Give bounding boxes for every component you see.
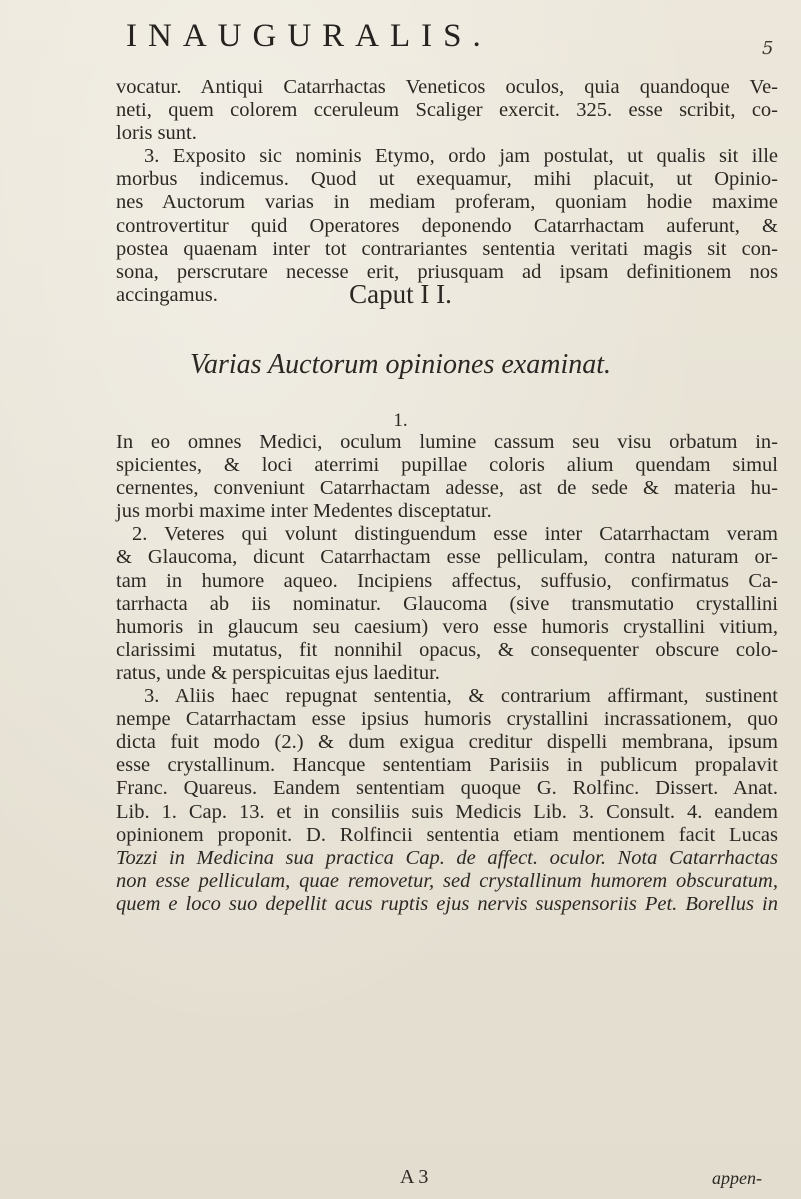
text-line: tam in humore aqueo. Incipiens affectus, suffusio, confirmatus Ca- xyxy=(116,569,778,592)
text-line: Lib. 1. Cap. 13. et in consiliis suis Medicis Lib. 3. Consult. 4. eandem xyxy=(116,800,778,823)
text-line: ratus, unde & perspicuitas ejus laeditur. xyxy=(116,661,440,684)
text-line: tarrhacta ab iis nominatur. Glaucoma (sive transmutatio crystallini xyxy=(116,592,778,615)
text-line: cernentes, conveniunt Catarrhactam adesse, ast de sede & materia hu- xyxy=(116,477,778,500)
text-line: 3. Aliis haec repugnat sententia, & contrarium affirmant, sustinent xyxy=(144,685,778,708)
text-line: loris sunt. xyxy=(116,122,197,145)
intro-block xyxy=(116,76,778,307)
text-line: clarissimi mutatus, fit nonnihil opacus, & consequenter obscure colo- xyxy=(116,638,778,661)
text-line: Tozzi in Medicina sua practica Cap. de affect. oculor. Nota Catarrhactas xyxy=(116,846,778,869)
text-line: Franc. Quareus. Eandem sententiam quoque G. Rolfinc. Dissert. Anat. xyxy=(116,777,778,800)
text-line: nempe Catarrhactam esse ipsius humoris crystallini incrassationem, quo xyxy=(116,708,778,731)
section-number: 1. xyxy=(393,410,408,431)
text-line: jus morbi maxime inter Medentes disceptatur. xyxy=(116,500,492,523)
text-line: & Glaucoma, dicunt Catarrhactam esse pelliculam, contra naturam or- xyxy=(116,546,778,569)
running-header: INAUGURALIS. xyxy=(126,18,492,54)
catchword: appen- xyxy=(712,1168,762,1188)
text-line: controvertitur quid Operatores deponendo Catarrhactam auferunt, & xyxy=(116,214,778,237)
text-line: morbus indicemus. Quod ut exequamur, mihi placuit, ut Opinio- xyxy=(116,168,778,191)
signature-mark: A 3 xyxy=(400,1166,429,1188)
text-line: sona, perscrutare necesse erit, priusquam ad ipsam definitionem nos xyxy=(116,260,778,283)
text-line: accingamus. xyxy=(116,283,218,306)
text-line: 2. Veteres qui volunt distinguendum esse inter Catarrhactam veram xyxy=(132,523,778,546)
text-line: dicta fuit modo (2.) & dum exigua creditur dispelli membrana, ipsum xyxy=(116,731,778,754)
text-line: humoris in glaucum seu caesium) vero esse humoris crystallini vitium, xyxy=(116,615,778,638)
text-line: nes Auctorum varias in mediam proferam, quoniam hodie maxime xyxy=(116,191,778,214)
text-line: quem e loco suo depellit acus ruptis ejus nervis suspensoriis Pet. Borellus in xyxy=(116,892,778,915)
text-line: spicientes, & loci aterrimi pupillae coloris alium quendam simul xyxy=(116,454,778,477)
text-line: postea quaenam inter tot contrariantes sententia veritati magis sit con- xyxy=(116,237,778,260)
chapter-title: Caput I I. xyxy=(349,279,452,309)
text-line: esse crystallinum. Hancque sententiam Parisiis in publicum propalavit xyxy=(116,754,778,777)
text-line: In eo omnes Medici, oculum lumine cassum seu visu orbatum in- xyxy=(116,431,778,453)
main-text-block xyxy=(116,431,778,916)
text-line: vocatur. Antiqui Catarrhactas Veneticos oculos, quia quandoque Ve- xyxy=(116,76,778,98)
text-line: neti, quem colorem cceruleum Scaliger exercit. 325. esse scribit, co- xyxy=(116,99,778,122)
page-mark: 5 xyxy=(762,38,774,59)
text-line: non esse pelliculam, quae removetur, sed crystallinum humorem obscuratum, xyxy=(116,869,778,892)
text-line: 3. Exposito sic nominis Etymo, ordo jam postulat, ut qualis sit ille xyxy=(144,145,778,168)
text-line: opinionem proponit. D. Rolfincii sententia etiam mentionem facit Lucas xyxy=(116,823,778,846)
chapter-subtitle: Varias Auctorum opiniones examinat. xyxy=(189,349,611,380)
